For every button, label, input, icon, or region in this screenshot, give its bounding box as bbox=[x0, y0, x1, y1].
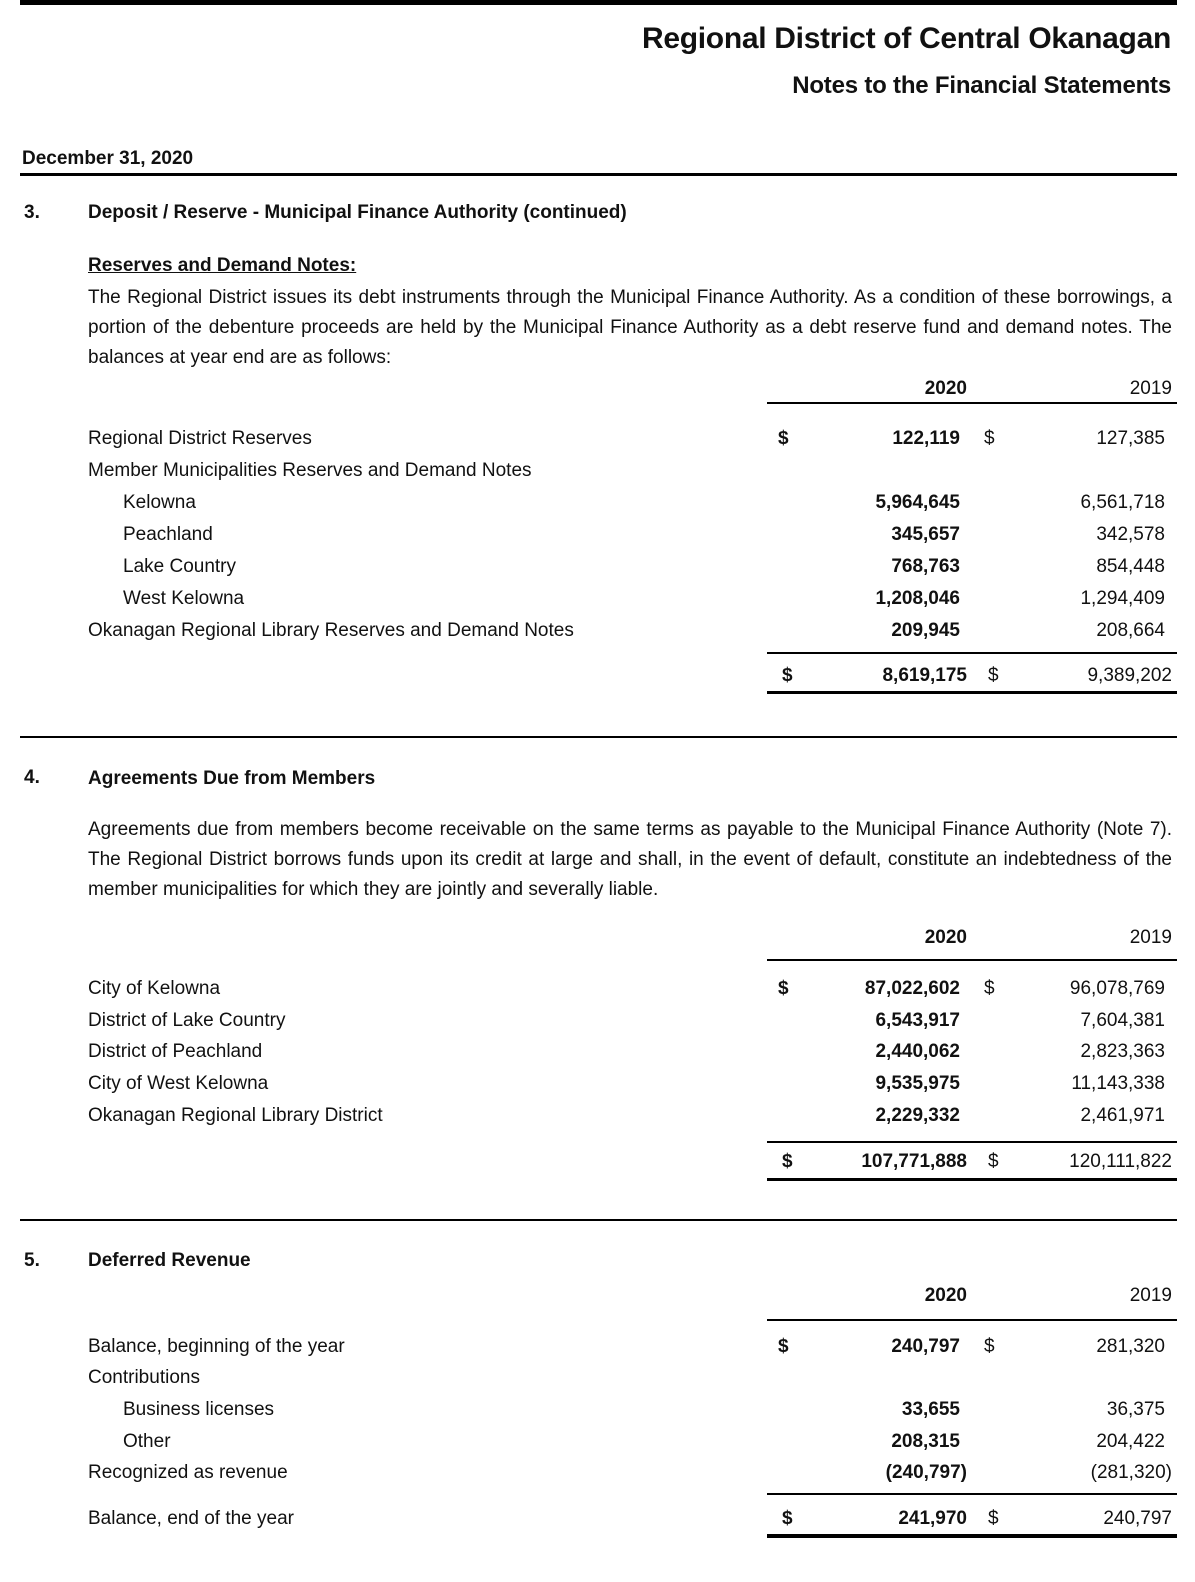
note4-col-2020: 2020 bbox=[924, 927, 967, 948]
note5-header-rule bbox=[767, 1319, 1177, 1321]
table-row: Contributions bbox=[88, 1367, 200, 1388]
note4-header-rule bbox=[767, 959, 1177, 961]
note4-paragraph: Agreements due from members become receivable on the same terms as payable to the Municipal Finance Authority (Note 7). The Regional District borrows funds upon its credit at large and shall, in the event of default, constitute an indebtedness of the member municipalities for which they are jointly and severally liable. bbox=[88, 819, 1172, 900]
currency-symbol: $ bbox=[984, 978, 995, 999]
note4-title: Agreements Due from Members bbox=[88, 768, 376, 789]
section-divider bbox=[20, 1219, 1177, 1221]
table-row: Regional District Reserves $ 122,119 $ 127,385 bbox=[88, 428, 1165, 449]
table-row: Other 208,315 204,422 bbox=[123, 1431, 1165, 1452]
table-total-row: $ 8,619,175 $ 9,389,202 bbox=[782, 665, 1172, 686]
table-row: Peachland 345,657 342,578 bbox=[123, 524, 1165, 545]
table-row: District of Peachland 2,440,062 2,823,363 bbox=[88, 1041, 1165, 1062]
currency-symbol: $ bbox=[778, 1336, 789, 1357]
currency-symbol: $ bbox=[782, 665, 793, 686]
table-row: Lake Country 768,763 854,448 bbox=[123, 556, 1165, 577]
currency-symbol: $ bbox=[782, 1508, 793, 1529]
note3-paragraph: The Regional District issues its debt instruments through the Municipal Finance Authority. As a condition of these borrowings, a portion of the debenture proceeds are held by the Municipal Finance Authority as a debt reserve fund and demand notes. The balances at year end are as follows: bbox=[88, 287, 1172, 368]
currency-symbol: $ bbox=[984, 1336, 995, 1357]
note4-number: 4. bbox=[24, 767, 40, 788]
note5-number: 5. bbox=[24, 1250, 40, 1271]
table-row: Kelowna 5,964,645 6,561,718 bbox=[123, 492, 1165, 513]
table-row: West Kelowna 1,208,046 1,294,409 bbox=[123, 588, 1165, 609]
note3-col-2019: 2019 bbox=[1129, 378, 1172, 399]
table-row: Okanagan Regional Library Reserves and Demand Notes 209,945 208,664 bbox=[88, 620, 1165, 641]
table-row: District of Lake Country 6,543,917 7,604,381 bbox=[88, 1010, 1165, 1031]
document-subtitle: Notes to the Financial Statements bbox=[792, 72, 1171, 99]
note3-header-rule bbox=[767, 402, 1177, 404]
currency-symbol: $ bbox=[988, 1151, 999, 1172]
note3-col-2020: 2020 bbox=[924, 378, 967, 399]
note4-total-rule bbox=[767, 1178, 1177, 1181]
table-row: Balance, beginning of the year $ 240,797 $ 281,320 bbox=[88, 1336, 1165, 1357]
note4-subtotal-rule bbox=[767, 1141, 1177, 1143]
statement-date: December 31, 2020 bbox=[22, 148, 194, 169]
table-row: Recognized as revenue (240,797) (281,320) bbox=[88, 1462, 1172, 1483]
currency-symbol: $ bbox=[988, 1508, 999, 1529]
table-total-row: Balance, end of the year $ 241,970 $ 240,797 bbox=[88, 1508, 1172, 1529]
note3-title: Deposit / Reserve - Municipal Finance Authority (continued) bbox=[88, 202, 627, 223]
note5-total-rule bbox=[767, 1534, 1177, 1538]
top-border bbox=[20, 0, 1177, 5]
note4-col-2019: 2019 bbox=[1129, 927, 1172, 948]
section-divider bbox=[20, 736, 1177, 738]
table-row: Member Municipalities Reserves and Demand Notes bbox=[88, 460, 532, 481]
currency-symbol: $ bbox=[988, 665, 999, 686]
currency-symbol: $ bbox=[782, 1151, 793, 1172]
document-title: Regional District of Central Okanagan bbox=[641, 22, 1171, 55]
table-row: City of West Kelowna 9,535,975 11,143,338 bbox=[88, 1073, 1165, 1094]
table-total-row: $ 107,771,888 $ 120,111,822 bbox=[782, 1151, 1172, 1172]
note3-subheading: Reserves and Demand Notes: bbox=[88, 255, 357, 276]
currency-symbol: $ bbox=[778, 978, 789, 999]
note5-title: Deferred Revenue bbox=[88, 1250, 251, 1271]
table-row: Okanagan Regional Library District 2,229,332 2,461,971 bbox=[88, 1105, 1165, 1126]
note5-col-2020: 2020 bbox=[924, 1285, 967, 1306]
header-divider bbox=[20, 173, 1177, 176]
note3-number: 3. bbox=[24, 202, 40, 223]
currency-symbol: $ bbox=[778, 428, 789, 449]
note3-total-rule bbox=[767, 691, 1177, 694]
note5-col-2019: 2019 bbox=[1129, 1285, 1172, 1306]
note3-subtotal-rule bbox=[767, 652, 1177, 654]
table-row: Business licenses 33,655 36,375 bbox=[123, 1399, 1165, 1420]
currency-symbol: $ bbox=[984, 428, 995, 449]
table-row: City of Kelowna $ 87,022,602 $ 96,078,769 bbox=[88, 978, 1165, 999]
note5-subtotal-rule bbox=[767, 1493, 1177, 1495]
